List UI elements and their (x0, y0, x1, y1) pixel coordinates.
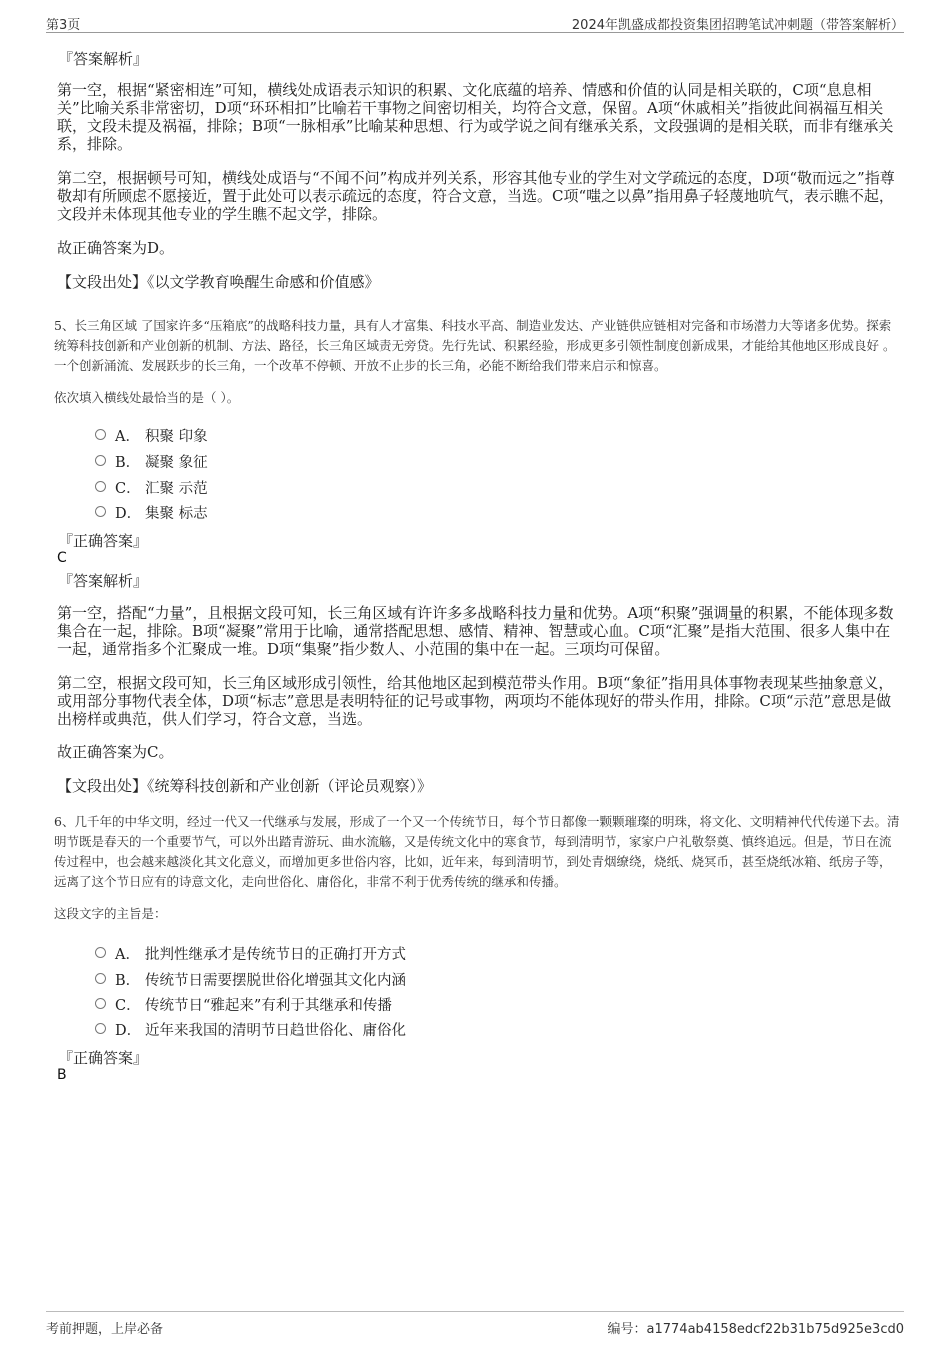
radio-icon[interactable] (95, 947, 106, 958)
page-header (46, 12, 904, 33)
option-text: 积聚 印象 (145, 429, 208, 445)
option-text: 汇聚 示范 (145, 481, 208, 497)
radio-icon[interactable] (95, 481, 106, 492)
radio-icon[interactable] (95, 429, 106, 440)
q6-prompt: 这段文字的主旨是： (54, 906, 167, 921)
option-text: 集聚 标志 (145, 506, 208, 522)
option-text: 近年来我国的清明节日趋世俗化、庸俗化 (145, 1023, 406, 1039)
q5-source: 【文段出处】《统筹科技创新和产业创新（评论员观察）》 (57, 777, 433, 795)
option-text: 传统节日需要摆脱世俗化增强其文化内涵 (145, 973, 406, 989)
option-label: B． (115, 455, 141, 471)
q6-answer: B (57, 1067, 67, 1083)
q5-analysis-paragraph-2: 第二空，根据文段可知，长三角区域形成引领性，给其他地区起到模范带头作用。B项“象征”指用具体事物表现某些抽象意义，或用部分事物代表全体，D项“标志”意思是表明特征的记号或事物，两项均不能体现好的带头作用，排除。C项“示范”意思是做出榜样或典范，供人们学习，符合文意，当选。 (57, 674, 894, 728)
option-text: 批判性继承才是传统节日的正确打开方式 (145, 947, 406, 963)
page-number: 第3页 (46, 18, 81, 33)
q5-analysis-label: 『答案解析』 (58, 572, 149, 590)
q4-analysis-label: 『答案解析』 (58, 50, 149, 68)
q5-conclusion: 故正确答案为C。 (57, 743, 174, 761)
option-label: D． (115, 506, 142, 522)
option-label: C． (115, 481, 141, 497)
radio-icon[interactable] (95, 506, 106, 517)
option-label: D． (115, 1023, 142, 1039)
option-label: A． (115, 947, 140, 963)
radio-icon[interactable] (95, 455, 106, 466)
q5-answer-label: 『正确答案』 (58, 532, 149, 550)
q5-stem: 5、长三角区域 了国家许多“压箱底”的战略科技力量，具有人才富集、科技水平高、制造业发达、产业链供应链相对完备和市场潜力大等诸多优势。探索统筹科技创新和产业创新的机制、方法、路径，长三角区域责无旁贷。先行先试、积累经验，形成更多引领性制度创新成果，才能给其他地区形成良好 。一个创新涌流、发展跃步的长三角，一个改革不停顿、开放不止步的长三角，必能不断给我们带来启示和惊喜。 (54, 318, 896, 373)
radio-icon[interactable] (95, 998, 106, 1009)
option-text: 凝聚 象征 (145, 455, 208, 471)
radio-icon[interactable] (95, 1023, 106, 1034)
q6-answer-label: 『正确答案』 (58, 1049, 149, 1067)
option-label: B． (115, 973, 141, 989)
q5-analysis-paragraph-1: 第一空，搭配“力量”，且根据文段可知，长三角区域有许许多多战略科技力量和优势。A项“积聚”强调量的积累，不能体现多数集合在一起，排除。B项“凝聚”常用于比喻，通常搭配思想、感情、精神、智慧或心血。C项“汇聚”是指大范围、很多人集中在一起，通常指多个汇聚成一堆。D项“集聚”指少数人、小范围的集中在一起。三项均可保留。 (57, 604, 894, 658)
footer-slogan: 考前押题，上岸必备 (46, 1322, 164, 1337)
option-label: C． (115, 998, 141, 1014)
q6-stem: 6、几千年的中华文明，经过一代又一代继承与发展，形成了一个又一个传统节日，每个节日都像一颗颗璀璨的明珠，将文化、文明精神代代传递下去。清明节既是春天的一个重要节气，可以外出踏青游玩、曲水流觞，又是传统文化中的寒食节，每到清明节，家家户户礼敬祭奠、慎终追远。但是，节日在流传过程中，也会越来越淡化其文化意义，而增加更多世俗内容，比如，近年来，每到清明节，到处青烟缭绕，烧纸、烧冥币，甚至烧纸冰箱、纸房子等，远离了这个节日应有的诗意文化，走向世俗化、庸俗化，非常不利于优秀传统的继承和传播。 (54, 814, 900, 889)
q5-answer: C (57, 550, 67, 566)
q5-prompt: 依次填入横线处最恰当的是（ ）。 (54, 390, 240, 405)
option-text: 传统节日“雅起来”有利于其继承和传播 (145, 998, 392, 1014)
q4-conclusion: 故正确答案为D。 (57, 239, 175, 257)
q4-analysis-paragraph-1: 第一空，根据“紧密相连”可知，横线处成语表示知识的积累、文化底蕴的培养、情感和价值的认同是相关联的，C项“息息相关”比喻关系非常密切，D项“环环相扣”比喻若干事物之间密切相关，均符合文意，保留。A项“休戚相关”指彼此间祸福互相关联，文段未提及祸福，排除；B项“一脉相承”比喻某种思想、行为或学说之间有继承关系，文段强调的是相关联，而非有继承关系，排除。 (57, 81, 894, 153)
q4-analysis-paragraph-2: 第二空，根据顿号可知，横线处成语与“不闻不问”构成并列关系，形容其他专业的学生对文学疏远的态度，D项“敬而远之”指尊敬却有所顾虑不愿接近，置于此处可以表示疏远的态度，符合文意，当选。C项“嗤之以鼻”指用鼻子轻蔑地吭气，表示瞧不起，文段并未体现其他专业的学生瞧不起文学，排除。 (57, 169, 895, 223)
footer-code: 编号：a1774ab4158edcf22b31b75d925e3cd0 (607, 1322, 904, 1337)
document-title: 2024年凯盛成都投资集团招聘笔试冲刺题（带答案解析） (571, 18, 904, 33)
q4-source: 【文段出处】《以文学教育唤醒生命感和价值感》 (57, 273, 380, 291)
radio-icon[interactable] (95, 973, 106, 984)
page-footer (46, 1311, 904, 1338)
option-label: A． (115, 429, 140, 445)
